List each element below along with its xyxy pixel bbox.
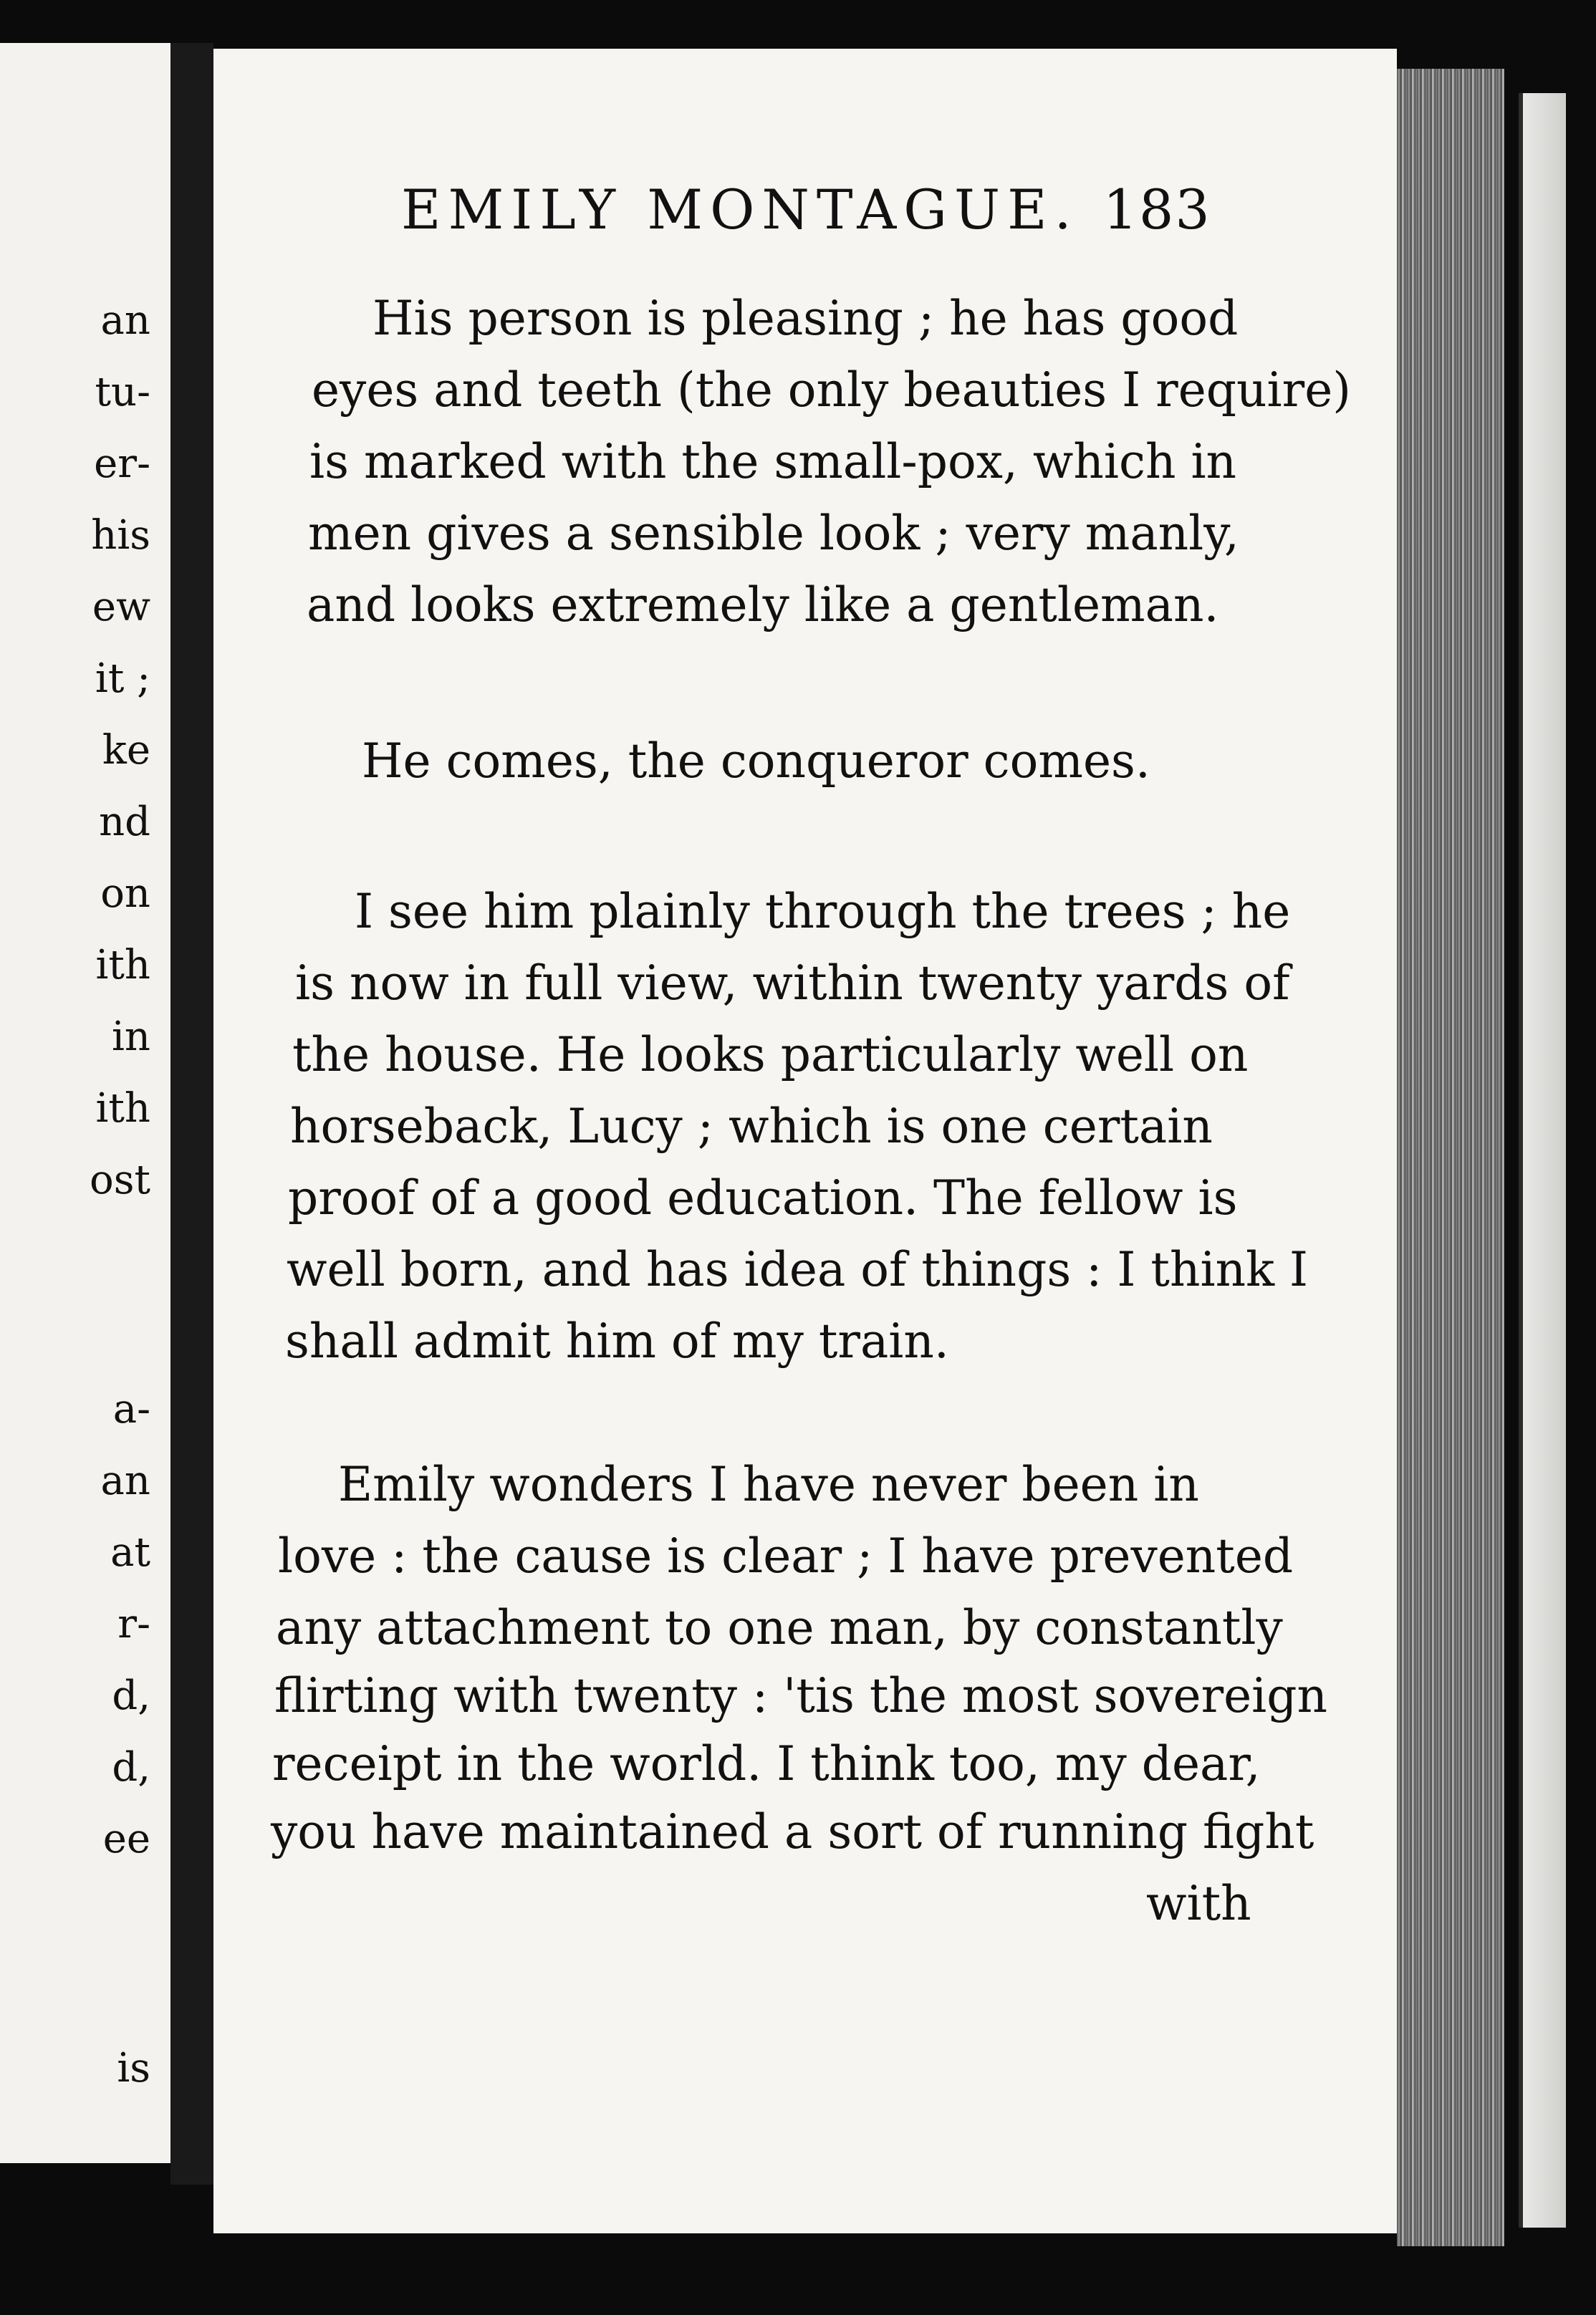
left-page-fragment: an: [100, 297, 150, 344]
text-line: and looks extremely like a gentleman.: [307, 577, 1219, 632]
left-page: [0, 43, 170, 2163]
left-page-fragment: d,: [112, 1744, 150, 1791]
left-page-fragment: nd: [99, 799, 150, 845]
left-page-fragment: a-: [112, 1386, 150, 1433]
left-page-fragment: on: [100, 870, 150, 917]
text-line: proof of a good education. The fellow is: [288, 1170, 1238, 1226]
catchword: with: [1146, 1876, 1251, 1931]
left-page-fragment: his: [91, 512, 150, 559]
text-line: horseback, Lucy ; which is one certain: [290, 1099, 1213, 1154]
left-page-fragment: d,: [112, 1673, 150, 1719]
left-page-fragment: in: [112, 1014, 150, 1060]
text-line: Emily wonders I have never been in: [338, 1457, 1199, 1512]
text-line: the house. He looks particularly well on: [292, 1027, 1249, 1082]
left-page-fragment: ost: [90, 1157, 150, 1203]
left-page-fragment: ew: [92, 584, 150, 630]
running-head: [401, 178, 1304, 241]
book-gutter: [170, 43, 213, 2185]
text-line: men gives a sensible look ; very manly,: [308, 506, 1239, 561]
left-page-fragment: r-: [117, 1601, 150, 1647]
running-head-title: EMILY MONTAGUE.: [401, 178, 1079, 241]
left-page-fragment: tu-: [95, 369, 150, 415]
left-page-fragment: at: [110, 1529, 150, 1576]
page-number: 183: [1102, 178, 1211, 241]
text-line: receipt in the world. I think too, my dear,: [272, 1736, 1261, 1791]
left-page-fragment: it ;: [95, 655, 150, 702]
text-line: He comes, the conqueror comes.: [362, 733, 1150, 789]
text-line: I see him plainly through the trees ; he: [355, 884, 1291, 939]
left-page-fragment: ee: [102, 1816, 150, 1862]
left-page-fragment: ith: [95, 1085, 150, 1132]
left-page-fragment: an: [100, 1458, 150, 1504]
text-line: well born, and has idea of things : I think I: [287, 1242, 1309, 1297]
left-page-fragment: ke: [102, 727, 150, 774]
text-line: you have maintained a sort of running fight: [271, 1804, 1314, 1859]
page-edges: [1397, 69, 1504, 2246]
text-line: shall admit him of my train.: [285, 1314, 949, 1369]
text-line: any attachment to one man, by constantly: [276, 1600, 1283, 1655]
text-line: is marked with the small-pox, which in: [309, 434, 1237, 489]
book-cover-edge: [1519, 93, 1566, 2228]
text-line: flirting with twenty : 'tis the most sovereign: [274, 1668, 1328, 1723]
text-line: eyes and teeth (the only beauties I require): [312, 362, 1352, 418]
left-page-fragment: er-: [94, 441, 150, 487]
left-page-fragment: is: [117, 2045, 150, 2092]
text-line: His person is pleasing ; he has good: [372, 291, 1239, 346]
text-line: love : the cause is clear ; I have prevented: [278, 1529, 1294, 1584]
left-page-fragment: ith: [95, 942, 150, 988]
text-line: is now in full view, within twenty yards of: [295, 956, 1290, 1011]
